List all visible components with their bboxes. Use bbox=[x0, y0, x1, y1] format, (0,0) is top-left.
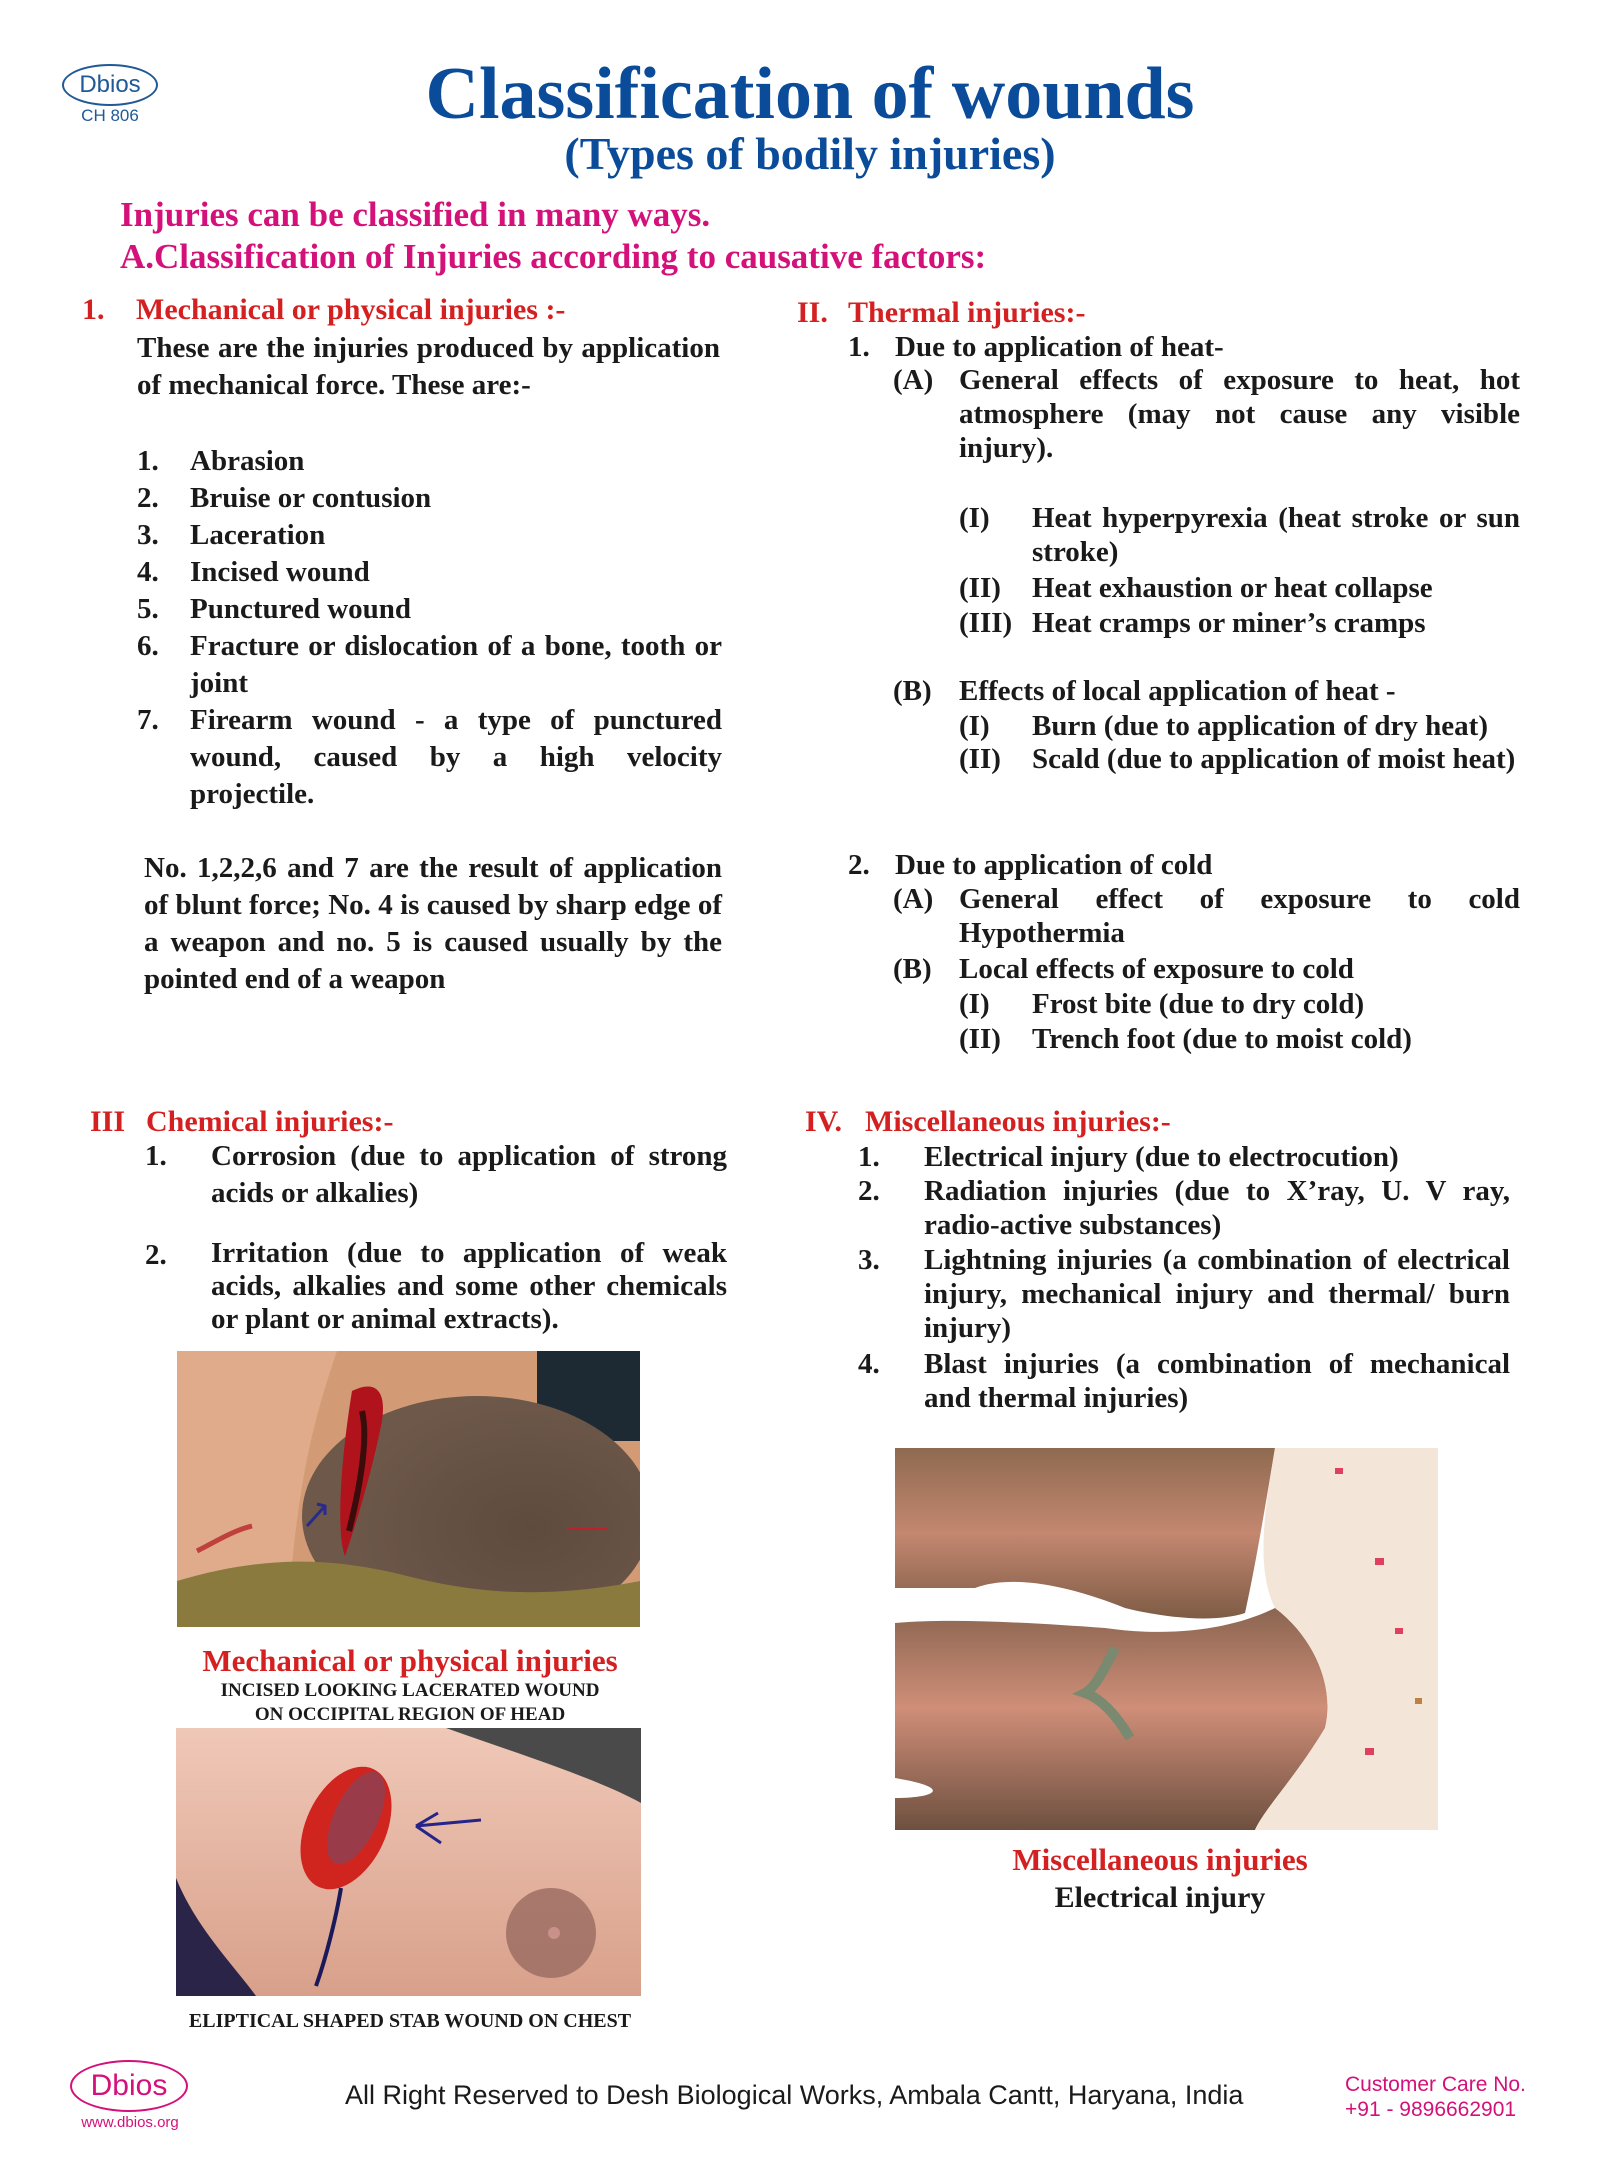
list-item: 1. Corrosion (due to application of strong acids or alkalies) bbox=[145, 1140, 727, 1209]
section-heading-thermal: II. Thermal injuries:- bbox=[797, 296, 1086, 329]
list-item: 2. Radiation injuries (due to X’ray, U. V ray, radio-active substances) bbox=[858, 1175, 1510, 1241]
list-item: 7. Firearm wound - a type of punctured wound, caused by a high velocity projectile. bbox=[137, 704, 722, 810]
section-heading-mechanical: 1. Mechanical or physical injuries :- bbox=[82, 293, 566, 326]
thermal-heat-item: 1. Due to application of heat- bbox=[848, 331, 1224, 363]
mechanical-intro: These are the injuries produced by application of mechanical force. These are:- bbox=[137, 332, 720, 401]
list-item: (I) Heat hyperpyrexia (heat stroke or sun stroke) bbox=[959, 502, 1520, 568]
chest-wound-photo-icon bbox=[176, 1728, 641, 1996]
footer-dbios-logo bbox=[70, 2060, 188, 2112]
photo-head-wound bbox=[177, 1351, 640, 1627]
list-item: 4. Incised wound bbox=[137, 556, 370, 588]
section-heading-miscellaneous: IV. Miscellaneous injuries:- bbox=[805, 1105, 1171, 1138]
thermal-cold-local: (B) Local effects of exposure to cold bbox=[893, 953, 1354, 985]
figure-caption-head-line-1: INCISED LOOKING LACERATED WOUND bbox=[220, 1680, 600, 1701]
intro-line-1: Injuries can be classified in many ways. bbox=[120, 195, 711, 234]
figure-title-miscellaneous: Miscellaneous injuries bbox=[1012, 1842, 1308, 1877]
product-code: CH 806 bbox=[81, 106, 139, 125]
page-subtitle: (Types of bodily injuries) bbox=[564, 128, 1056, 179]
footer-website-link[interactable]: www.dbios.org bbox=[81, 2114, 179, 2131]
list-item: 4. Blast injuries (a combination of mechanical and thermal injuries) bbox=[858, 1348, 1510, 1414]
list-item: (II) Trench foot (due to moist cold) bbox=[959, 1023, 1412, 1055]
electrical-injury-photo-icon bbox=[895, 1448, 1438, 1830]
list-item: 5. Punctured wound bbox=[137, 593, 412, 625]
thermal-heat-general: (A) General effects of exposure to heat, hot atmosphere (may not cause any visible injury). bbox=[893, 364, 1520, 464]
figure-title-mechanical: Mechanical or physical injuries bbox=[202, 1643, 618, 1678]
list-item: 3. Laceration bbox=[137, 519, 326, 551]
figure-caption-chest: ELIPTICAL SHAPED STAB WOUND ON CHEST bbox=[188, 2010, 632, 2032]
head-wound-photo-icon bbox=[177, 1351, 640, 1627]
list-item: (I) Frost bite (due to dry cold) bbox=[959, 988, 1365, 1020]
intro-line-2: A.Classification of Injuries according to causative factors: bbox=[120, 237, 987, 276]
section-heading-chemical: III Chemical injuries:- bbox=[90, 1105, 394, 1138]
page-title: Classification of wounds bbox=[425, 53, 1195, 135]
customer-care-label: Customer Care No. bbox=[1345, 2073, 1526, 2096]
customer-care bbox=[1345, 2072, 1526, 2122]
list-item: 1. Electrical injury (due to electrocution) bbox=[858, 1141, 1399, 1173]
footer-copyright: All Right Reserved to Desh Biological Works, Ambala Cantt, Haryana, India bbox=[345, 2080, 1244, 2110]
mechanical-note: No. 1,2,2,6 and 7 are the result of application of blunt force; No. 4 is caused by sharp edge of a weapon and no. 5 is caused usually by the pointed end of a weapon bbox=[144, 852, 722, 995]
logo-text: Dbios bbox=[79, 71, 141, 98]
customer-care-number: +91 - 9896662901 bbox=[1345, 2098, 1517, 2121]
thermal-cold-item: 2. Due to application of cold bbox=[848, 849, 1213, 881]
list-item: (II) Heat exhaustion or heat collapse bbox=[959, 572, 1433, 604]
list-item: 3. Lightning injuries (a combination of electrical injury, mechanical injury and thermal/ burn injury) bbox=[858, 1244, 1510, 1344]
list-item: 2. Bruise or contusion bbox=[137, 482, 432, 514]
thermal-heat-local: (B) Effects of local application of heat - bbox=[893, 675, 1396, 707]
thermal-cold-general: (A) General effect of exposure to cold Hypothermia bbox=[893, 883, 1520, 949]
list-item: (III) Heat cramps or miner’s cramps bbox=[959, 607, 1426, 639]
list-item: 1. Abrasion bbox=[137, 445, 305, 477]
footer-logo-text: Dbios bbox=[90, 2069, 168, 2102]
photo-electrical-injury bbox=[895, 1448, 1438, 1830]
figure-caption-electrical: Electrical injury bbox=[1054, 1881, 1266, 1914]
list-item: (II) Scald (due to application of moist heat) bbox=[959, 743, 1516, 775]
list-item: (I) Burn (due to application of dry heat) bbox=[959, 710, 1488, 742]
list-item: 6. Fracture or dislocation of a bone, tooth or joint bbox=[137, 630, 722, 699]
figure-caption-head-line-2: ON OCCIPITAL REGION OF HEAD bbox=[254, 1704, 566, 1725]
list-item: 2. Irritation (due to application of weak acids, alkalies and some other chemicals or plant or animal extracts). bbox=[145, 1237, 727, 1335]
photo-chest-stab-wound bbox=[176, 1728, 641, 1996]
